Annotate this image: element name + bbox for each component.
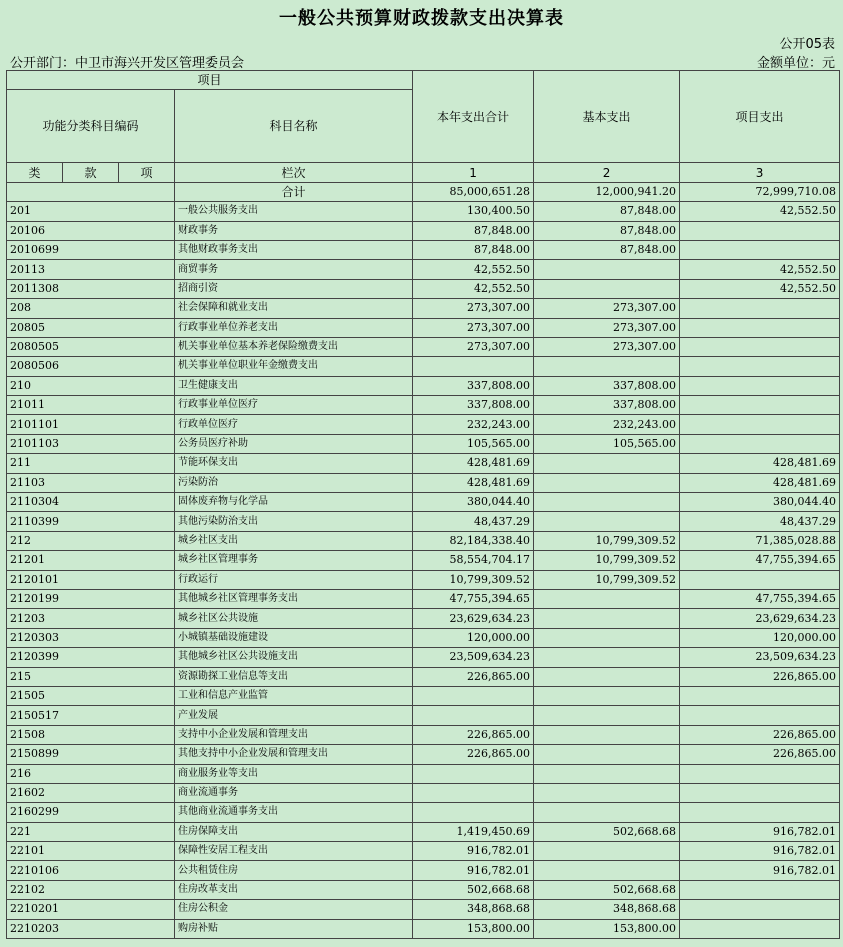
row-name: 其他城乡社区公共设施支出	[175, 648, 413, 667]
table-row	[7, 609, 840, 628]
row-total: 120,000.00	[413, 628, 534, 647]
row-project	[680, 221, 840, 240]
row-code: 215	[7, 667, 175, 686]
row-project	[680, 434, 840, 453]
row-code: 211	[7, 454, 175, 473]
row-code: 20805	[7, 318, 175, 337]
row-code: 21201	[7, 551, 175, 570]
row-code: 21011	[7, 396, 175, 415]
row-total: 105,565.00	[413, 434, 534, 453]
row-code: 2160299	[7, 803, 175, 822]
row-project	[680, 240, 840, 259]
row-project	[680, 783, 840, 802]
row-project: 120,000.00	[680, 628, 840, 647]
table-row	[7, 279, 840, 298]
table-row	[7, 725, 840, 744]
row-total: 273,307.00	[413, 299, 534, 318]
row-basic	[534, 628, 680, 647]
row-project	[680, 396, 840, 415]
row-code: 216	[7, 764, 175, 783]
row-basic: 87,848.00	[534, 240, 680, 259]
total-total: 85,000,651.28	[413, 182, 534, 201]
row-project	[680, 318, 840, 337]
row-total: 428,481.69	[413, 473, 534, 492]
row-total	[413, 783, 534, 802]
row-code: 21508	[7, 725, 175, 744]
row-name: 城乡社区公共设施	[175, 609, 413, 628]
row-name: 购房补贴	[175, 919, 413, 938]
row-code: 2120101	[7, 570, 175, 589]
row-code: 2150517	[7, 706, 175, 725]
table-row	[7, 861, 840, 880]
row-total: 87,848.00	[413, 240, 534, 259]
table-row	[7, 493, 840, 512]
row-total: 1,419,450.69	[413, 822, 534, 841]
row-basic	[534, 861, 680, 880]
row-basic	[534, 512, 680, 531]
row-total: 916,782.01	[413, 861, 534, 880]
row-total: 87,848.00	[413, 221, 534, 240]
row-basic	[534, 609, 680, 628]
row-total: 23,509,634.23	[413, 648, 534, 667]
table-row	[7, 686, 840, 705]
row-basic: 273,307.00	[534, 299, 680, 318]
table-row	[7, 648, 840, 667]
row-basic: 10,799,309.52	[534, 531, 680, 550]
row-name: 其他城乡社区管理事务支出	[175, 589, 413, 608]
table-row	[7, 764, 840, 783]
row-name: 一般公共服务支出	[175, 202, 413, 221]
row-basic	[534, 473, 680, 492]
row-project	[680, 686, 840, 705]
header-row-item	[7, 71, 840, 90]
row-total: 226,865.00	[413, 667, 534, 686]
row-basic	[534, 493, 680, 512]
row-name: 其他支持中小企业发展和管理支出	[175, 745, 413, 764]
header-item: 项目	[7, 71, 413, 90]
total-label: 合计	[175, 182, 413, 201]
row-project: 916,782.01	[680, 822, 840, 841]
row-project: 428,481.69	[680, 473, 840, 492]
row-project	[680, 919, 840, 938]
row-total	[413, 706, 534, 725]
row-code: 20106	[7, 221, 175, 240]
row-code: 208	[7, 299, 175, 318]
row-code: 2210201	[7, 900, 175, 919]
row-total: 23,629,634.23	[413, 609, 534, 628]
row-name: 产业发展	[175, 706, 413, 725]
row-name: 招商引资	[175, 279, 413, 298]
table-row	[7, 880, 840, 899]
row-code: 210	[7, 376, 175, 395]
row-code: 22101	[7, 842, 175, 861]
row-basic: 273,307.00	[534, 318, 680, 337]
row-project	[680, 299, 840, 318]
row-basic: 105,565.00	[534, 434, 680, 453]
row-basic	[534, 454, 680, 473]
row-project: 42,552.50	[680, 260, 840, 279]
row-project: 47,755,394.65	[680, 589, 840, 608]
table-row	[7, 260, 840, 279]
row-code: 2210106	[7, 861, 175, 880]
table-row	[7, 396, 840, 415]
row-project: 48,437.29	[680, 512, 840, 531]
row-name: 行政单位医疗	[175, 415, 413, 434]
table-row	[7, 745, 840, 764]
row-code: 2120399	[7, 648, 175, 667]
row-total: 916,782.01	[413, 842, 534, 861]
row-basic	[534, 686, 680, 705]
row-total: 58,554,704.17	[413, 551, 534, 570]
row-name: 其他商业流通事务支出	[175, 803, 413, 822]
table-row	[7, 454, 840, 473]
row-code: 2080505	[7, 337, 175, 356]
row-project: 71,385,028.88	[680, 531, 840, 550]
row-basic: 337,808.00	[534, 376, 680, 395]
row-basic	[534, 706, 680, 725]
row-total: 502,668.68	[413, 880, 534, 899]
table-row	[7, 318, 840, 337]
table-row	[7, 473, 840, 492]
row-name: 住房公积金	[175, 900, 413, 919]
row-name: 保障性安居工程支出	[175, 842, 413, 861]
row-project: 916,782.01	[680, 861, 840, 880]
row-name: 卫生健康支出	[175, 376, 413, 395]
table-row	[7, 531, 840, 550]
total-row	[7, 182, 840, 201]
row-total: 428,481.69	[413, 454, 534, 473]
row-total: 226,865.00	[413, 725, 534, 744]
row-basic: 337,808.00	[534, 396, 680, 415]
row-project	[680, 376, 840, 395]
table-row	[7, 842, 840, 861]
row-basic	[534, 725, 680, 744]
table-row	[7, 337, 840, 356]
row-name: 固体废弃物与化学品	[175, 493, 413, 512]
row-name: 商业服务业等支出	[175, 764, 413, 783]
row-project: 42,552.50	[680, 279, 840, 298]
table-row	[7, 299, 840, 318]
row-name: 行政事业单位养老支出	[175, 318, 413, 337]
row-code: 21203	[7, 609, 175, 628]
table-row	[7, 434, 840, 453]
row-basic: 348,868.68	[534, 900, 680, 919]
table-row	[7, 900, 840, 919]
row-basic	[534, 764, 680, 783]
row-name: 住房保障支出	[175, 822, 413, 841]
row-name: 小城镇基础设施建设	[175, 628, 413, 647]
row-total: 337,808.00	[413, 396, 534, 415]
row-code: 2110399	[7, 512, 175, 531]
row-project: 428,481.69	[680, 454, 840, 473]
header-xiang: 项	[119, 163, 175, 182]
table-row	[7, 667, 840, 686]
row-total: 130,400.50	[413, 202, 534, 221]
table-row	[7, 551, 840, 570]
row-basic	[534, 357, 680, 376]
row-name: 住房改革支出	[175, 880, 413, 899]
row-code: 21602	[7, 783, 175, 802]
header-col1-no: 1	[413, 163, 534, 182]
row-basic: 87,848.00	[534, 202, 680, 221]
row-basic: 273,307.00	[534, 337, 680, 356]
row-total: 42,552.50	[413, 260, 534, 279]
total-code-cell	[7, 182, 175, 201]
row-basic: 10,799,309.52	[534, 570, 680, 589]
table-row	[7, 822, 840, 841]
row-basic	[534, 648, 680, 667]
row-total	[413, 764, 534, 783]
table-row	[7, 628, 840, 647]
table-row	[7, 221, 840, 240]
row-total: 47,755,394.65	[413, 589, 534, 608]
row-project	[680, 415, 840, 434]
row-basic: 87,848.00	[534, 221, 680, 240]
table-row	[7, 570, 840, 589]
row-total: 232,243.00	[413, 415, 534, 434]
row-basic	[534, 589, 680, 608]
row-project	[680, 357, 840, 376]
row-name: 城乡社区管理事务	[175, 551, 413, 570]
row-project	[680, 803, 840, 822]
row-name: 支持中小企业发展和管理支出	[175, 725, 413, 744]
header-lei: 类	[7, 163, 63, 182]
row-total: 226,865.00	[413, 745, 534, 764]
row-total	[413, 357, 534, 376]
row-basic	[534, 667, 680, 686]
row-project	[680, 880, 840, 899]
header-col1: 本年支出合计	[413, 71, 534, 163]
row-total: 153,800.00	[413, 919, 534, 938]
row-project: 916,782.01	[680, 842, 840, 861]
row-basic: 232,243.00	[534, 415, 680, 434]
row-name: 机关事业单位基本养老保险缴费支出	[175, 337, 413, 356]
row-code: 2120303	[7, 628, 175, 647]
header-name-label: 科目名称	[175, 90, 413, 163]
header-kuan: 款	[63, 163, 119, 182]
row-project: 47,755,394.65	[680, 551, 840, 570]
table-row	[7, 919, 840, 938]
row-total	[413, 803, 534, 822]
table-row	[7, 803, 840, 822]
row-basic	[534, 260, 680, 279]
table-row	[7, 512, 840, 531]
row-name: 其他污染防治支出	[175, 512, 413, 531]
row-name: 资源勘探工业信息等支出	[175, 667, 413, 686]
row-code: 2011308	[7, 279, 175, 298]
table-row	[7, 589, 840, 608]
header-code-label: 功能分类科目编码	[7, 90, 175, 163]
row-name: 污染防治	[175, 473, 413, 492]
row-name: 公共租赁住房	[175, 861, 413, 880]
row-name: 商业流通事务	[175, 783, 413, 802]
row-name: 城乡社区支出	[175, 531, 413, 550]
row-total: 42,552.50	[413, 279, 534, 298]
row-project: 380,044.40	[680, 493, 840, 512]
row-project: 226,865.00	[680, 725, 840, 744]
row-total: 10,799,309.52	[413, 570, 534, 589]
report-title: 一般公共预算财政拨款支出决算表	[279, 8, 564, 29]
row-name: 行政事业单位医疗	[175, 396, 413, 415]
row-total: 337,808.00	[413, 376, 534, 395]
row-total: 380,044.40	[413, 493, 534, 512]
unit-label: 金额单位：元	[756, 56, 835, 71]
row-total: 273,307.00	[413, 337, 534, 356]
row-name: 社会保障和就业支出	[175, 299, 413, 318]
row-code: 2210203	[7, 919, 175, 938]
row-code: 2101101	[7, 415, 175, 434]
row-code: 22102	[7, 880, 175, 899]
header-col3: 项目支出	[680, 71, 840, 163]
table-row	[7, 376, 840, 395]
row-project	[680, 900, 840, 919]
row-total: 82,184,338.40	[413, 531, 534, 550]
row-code: 201	[7, 202, 175, 221]
row-project: 23,509,634.23	[680, 648, 840, 667]
row-project	[680, 570, 840, 589]
table-row	[7, 415, 840, 434]
table-row	[7, 240, 840, 259]
row-code: 2110304	[7, 493, 175, 512]
row-basic	[534, 803, 680, 822]
row-basic	[534, 279, 680, 298]
table-row	[7, 202, 840, 221]
row-basic: 502,668.68	[534, 880, 680, 899]
row-project	[680, 337, 840, 356]
row-total: 273,307.00	[413, 318, 534, 337]
row-code: 21505	[7, 686, 175, 705]
row-code: 21103	[7, 473, 175, 492]
row-basic	[534, 842, 680, 861]
department-label: 公开部门：中卫市海兴开发区管理委员会	[10, 56, 245, 71]
table-row	[7, 783, 840, 802]
row-name: 节能环保支出	[175, 454, 413, 473]
row-name: 其他财政事务支出	[175, 240, 413, 259]
row-name: 机关事业单位职业年金缴费支出	[175, 357, 413, 376]
header-col2: 基本支出	[534, 71, 680, 163]
row-project	[680, 764, 840, 783]
row-project: 226,865.00	[680, 667, 840, 686]
header-lanci: 栏次	[175, 163, 413, 182]
row-total: 348,868.68	[413, 900, 534, 919]
header-col3-no: 3	[680, 163, 840, 182]
total-basic: 12,000,941.20	[534, 182, 680, 201]
row-name: 工业和信息产业监管	[175, 686, 413, 705]
row-code: 212	[7, 531, 175, 550]
row-basic	[534, 745, 680, 764]
row-code: 2150899	[7, 745, 175, 764]
row-basic	[534, 783, 680, 802]
expenditure-table	[6, 70, 840, 939]
row-code: 20113	[7, 260, 175, 279]
row-total: 48,437.29	[413, 512, 534, 531]
row-basic: 502,668.68	[534, 822, 680, 841]
row-code: 2101103	[7, 434, 175, 453]
row-name: 商贸事务	[175, 260, 413, 279]
row-code: 221	[7, 822, 175, 841]
row-code: 2120199	[7, 589, 175, 608]
total-project: 72,999,710.08	[680, 182, 840, 201]
row-name: 行政运行	[175, 570, 413, 589]
row-project	[680, 706, 840, 725]
row-name: 公务员医疗补助	[175, 434, 413, 453]
row-project: 23,629,634.23	[680, 609, 840, 628]
row-name: 财政事务	[175, 221, 413, 240]
header-col2-no: 2	[534, 163, 680, 182]
row-basic: 10,799,309.52	[534, 551, 680, 570]
table-row	[7, 706, 840, 725]
table-row	[7, 357, 840, 376]
row-code: 2080506	[7, 357, 175, 376]
row-project: 42,552.50	[680, 202, 840, 221]
row-total	[413, 686, 534, 705]
row-basic: 153,800.00	[534, 919, 680, 938]
row-code: 2010699	[7, 240, 175, 259]
form-number: 公开05表	[779, 37, 835, 52]
row-project: 226,865.00	[680, 745, 840, 764]
